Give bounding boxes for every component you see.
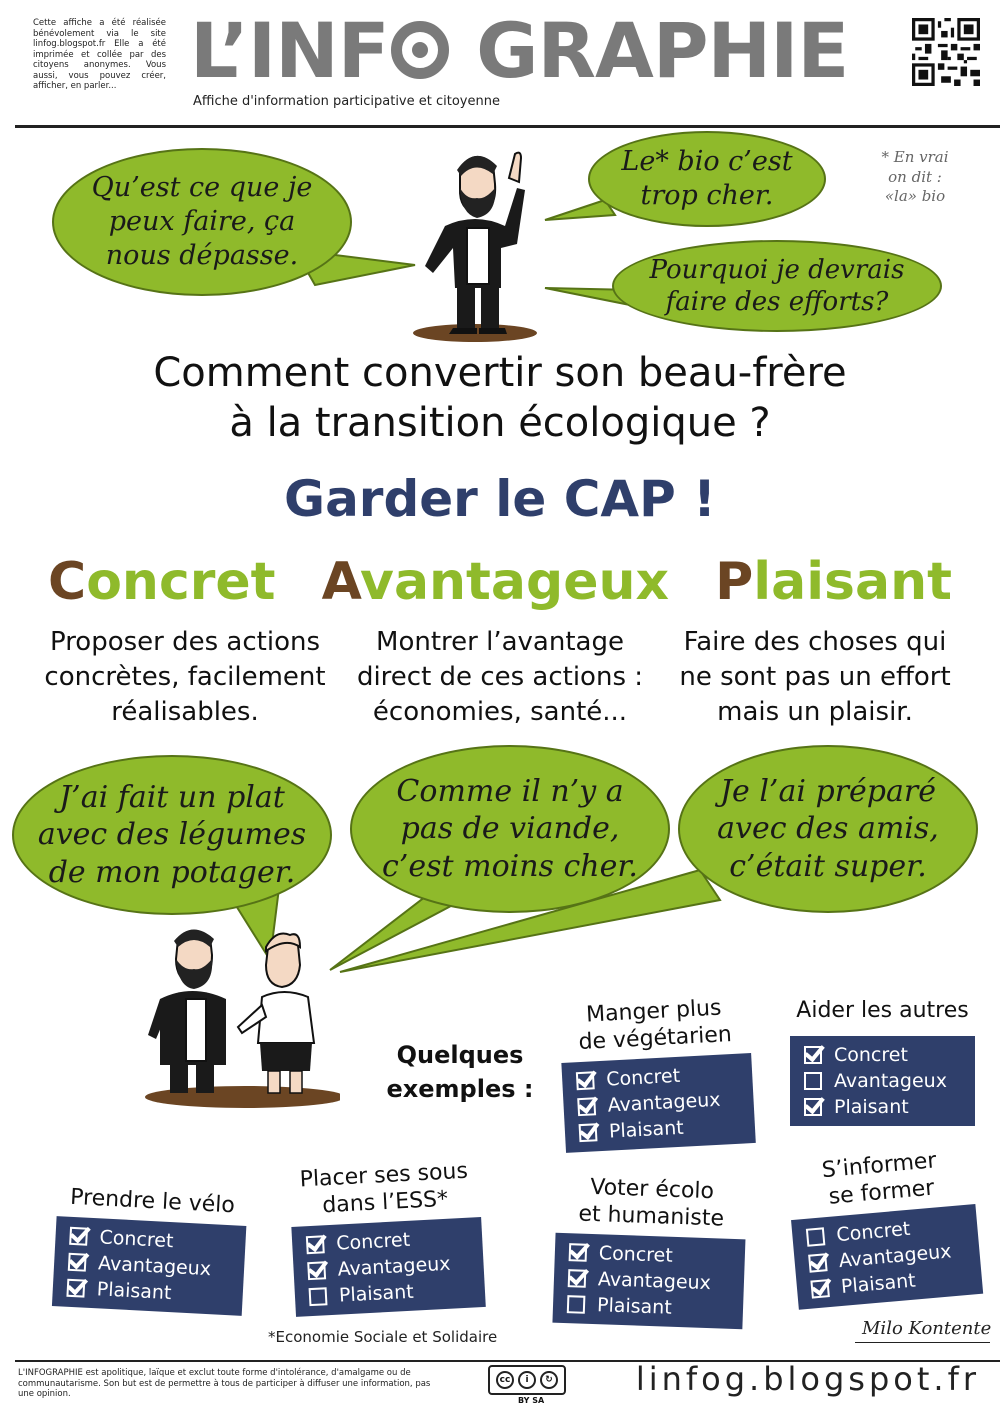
checkbox-checked-icon (568, 1269, 587, 1288)
acronym-plaisant (715, 552, 952, 612)
checklist-label: Avantageux (97, 1252, 212, 1281)
checklist-card (52, 1216, 246, 1316)
artist-signature: Milo Kontente (862, 1318, 992, 1339)
checklist-label: Concret (598, 1242, 674, 1267)
subtitle: Affiche d'information participative et citoyenne (193, 94, 500, 109)
main-question: Comment convertir son beau-frère à la transition écologique ? (153, 350, 847, 446)
speech-bubble-vegetable-dish (12, 755, 332, 915)
checklist-label: Concret (835, 1217, 912, 1247)
checkbox-checked-icon (307, 1261, 326, 1280)
bubble-text: J’ai fait un plat avec des légumes de mon potager. (37, 779, 307, 890)
checklist-label: Avantageux (607, 1088, 722, 1117)
checklist-card (561, 1053, 755, 1153)
checklist-label: Plaisant (834, 1096, 909, 1118)
checklist-label: Avantageux (837, 1240, 953, 1273)
qr-code-icon (912, 18, 980, 86)
checklist-label: Concret (335, 1228, 411, 1255)
bubble-text: Je l’ai préparé avec des amis, c’était super. (717, 773, 939, 884)
example-title: S’informer se former (820, 1148, 938, 1210)
creative-commons-badge (488, 1365, 566, 1395)
two-characters-figure-icon (130, 925, 340, 1110)
share-alike-icon: ↻ (540, 1371, 558, 1389)
bubble-text: Pourquoi je devrais faire des efforts? (649, 254, 905, 317)
header-divider (15, 125, 1000, 128)
speech-bubble-organic-expensive (588, 131, 826, 227)
acronym-letter: A (321, 552, 361, 612)
checklist-label: Plaisant (596, 1294, 673, 1319)
example-help-others (790, 997, 975, 1126)
checkbox-checked-icon (808, 1253, 828, 1273)
checkbox-checked-icon (804, 1046, 822, 1064)
website-link[interactable]: linfog.blogspot.fr (635, 1360, 980, 1398)
acronym-avantageux (322, 552, 669, 612)
checkbox-checked-icon (576, 1071, 595, 1090)
checkbox-checked-icon (66, 1279, 85, 1298)
cc-icon: cc (496, 1371, 514, 1389)
signature-underline (855, 1342, 990, 1343)
speech-bubble-cheaper (350, 745, 670, 913)
checklist-label: Plaisant (96, 1278, 173, 1305)
credit-text: Cette affiche a été réalisée bénévolement via le site linfog.blogspot.fr Elle a été imprimée et collée par des citoyens anonymes. Vous aussi, vous pouvez créer, afficher, en parler... (33, 18, 166, 91)
checkbox-empty-icon (309, 1287, 328, 1306)
license-sa: SA (532, 1396, 545, 1405)
checklist-label: Concret (605, 1064, 681, 1091)
example-title: Aider les autres (796, 998, 969, 1023)
example-vegetarian (558, 993, 756, 1153)
cap-acronym (0, 552, 1000, 612)
acronym-rest: laisant (753, 552, 952, 612)
example-title: Manger plus de végétarien (577, 995, 733, 1056)
checkbox-checked-icon (579, 1123, 598, 1142)
acronym-concret (48, 552, 276, 612)
description-concret: Proposer des actions concrètes, facilement réalisables. (44, 627, 326, 727)
checklist-row (804, 1094, 961, 1120)
checkbox-checked-icon (804, 1098, 822, 1116)
checkbox-empty-icon (806, 1227, 826, 1247)
bubble-text: Comme il n’y a pas de viande, c’est moins cher. (382, 773, 638, 884)
speech-bubble-what-can-i-do (52, 148, 352, 296)
logo-right: GRAPHIE (476, 6, 849, 95)
acronym-rest: vantageux (360, 552, 670, 612)
example-title: Prendre le vélo (69, 1184, 236, 1219)
cap-title: Garder le CAP ! (284, 470, 716, 528)
checklist-label: Concret (834, 1044, 908, 1066)
logo-o-icon (391, 21, 449, 79)
ess-footnote: *Economie Sociale et Solidaire (268, 1328, 498, 1346)
description-avantageux: Montrer l’avantage direct de ces actions : économies, santé... (356, 627, 644, 727)
license-labels (518, 1396, 544, 1405)
bubble-text: Le* bio c’est trop cher. (621, 146, 793, 211)
checkbox-empty-icon (804, 1072, 822, 1090)
example-bike (52, 1183, 248, 1316)
attribution-icon: i (518, 1371, 536, 1389)
checklist-card (791, 1204, 983, 1310)
checkbox-empty-icon (567, 1295, 586, 1314)
speech-bubble-with-friends (678, 745, 978, 913)
checklist-card (790, 1036, 975, 1126)
acronym-letter: C (48, 552, 87, 612)
license-by: BY (518, 1396, 530, 1405)
checklist-label: Concret (98, 1226, 174, 1253)
speech-bubble-why-effort (612, 240, 942, 332)
checklist-row (804, 1068, 961, 1094)
checklist-label: Plaisant (840, 1269, 917, 1298)
checklist-label: Plaisant (338, 1280, 415, 1307)
footnote-la-bio: * En vrai on dit : «la» bio (881, 148, 949, 205)
checkbox-checked-icon (68, 1253, 87, 1272)
example-title: Placer ses sous dans l’ESS* (299, 1158, 469, 1219)
checkbox-checked-icon (577, 1097, 596, 1116)
example-ess (288, 1157, 486, 1317)
checkbox-checked-icon (810, 1279, 830, 1299)
bubble-text: Qu’est ce que je peux faire, ça nous dépasse. (91, 172, 313, 271)
logo (190, 6, 848, 96)
checklist-row (804, 1042, 961, 1068)
checkbox-checked-icon (569, 1243, 588, 1262)
checklist-label: Plaisant (608, 1116, 685, 1143)
logo-left: L’INF (190, 6, 389, 95)
checklist-card (291, 1217, 485, 1317)
checkbox-checked-icon (306, 1235, 325, 1254)
disclaimer: L'INFOGRAPHIE est apolitique, laïque et exclut toute forme d'intolérance, d'amalgame ou de communautarisme. Son but est de permettre à tous de participer à diffuser une information, pas une opinion. (18, 1368, 431, 1399)
example-title: Voter écolo et humaniste (577, 1174, 725, 1232)
checklist-label: Avantageux (597, 1268, 712, 1295)
examples-label: Quelques exemples : (386, 1041, 534, 1103)
brother-in-law-figure-icon (405, 148, 555, 343)
checklist-label: Avantageux (337, 1252, 452, 1281)
checkbox-checked-icon (69, 1227, 88, 1246)
acronym-rest: oncret (86, 552, 276, 612)
description-plaisant: Faire des choses qui ne sont pas un effort mais un plaisir. (679, 627, 951, 727)
checklist-card (552, 1233, 745, 1330)
acronym-letter: P (715, 552, 754, 612)
example-vote (552, 1173, 747, 1330)
checklist-row (567, 1291, 730, 1323)
checklist-label: Avantageux (834, 1070, 947, 1092)
example-inform (786, 1144, 983, 1310)
